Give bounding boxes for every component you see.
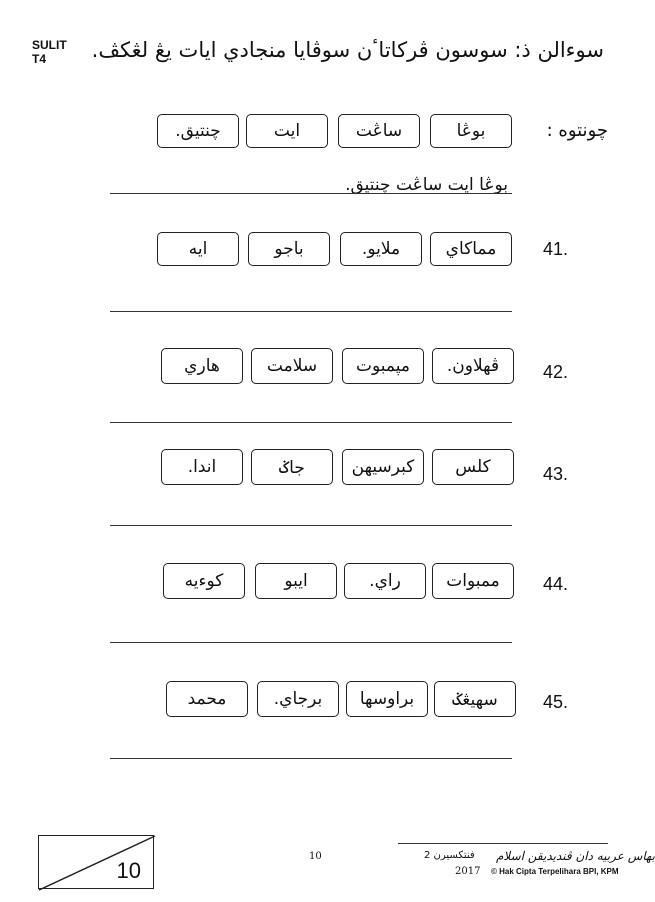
question-instruction: سوءالن ذ: سوسون ڤركاتاٴن سوڤايا منجادي ايات يڠ لڠكڤ. — [91, 38, 604, 62]
footer-year: 2017 — [455, 866, 481, 877]
footer-subject: فنتكسيرن 2 — [424, 850, 475, 861]
example-answer-line — [110, 193, 512, 194]
word-box: ممبوات — [432, 563, 514, 599]
word-box: ايه — [157, 232, 239, 266]
word-box: سهيڠݢ — [434, 681, 516, 717]
word-box: مماكاي — [430, 232, 512, 266]
page-number: 10 — [309, 851, 322, 862]
answer-line — [110, 311, 512, 312]
word-box: كبرسيهن — [342, 449, 424, 485]
word-box: محمد — [166, 681, 248, 717]
answer-line — [110, 422, 512, 423]
question-number: 42. — [543, 362, 569, 382]
word-box: راي. — [344, 563, 426, 599]
answer-line — [110, 758, 512, 759]
footer-divider — [398, 843, 608, 844]
word-box: جاݢ — [251, 449, 333, 485]
example-word-box: ساڠت — [338, 114, 420, 148]
sulit-text: SULIT — [32, 38, 67, 52]
word-box: براوسها — [346, 681, 428, 717]
sulit-label — [32, 38, 67, 66]
word-box: كوءيه — [163, 563, 245, 599]
question-number: 41. — [543, 239, 569, 259]
question-number: 43. — [543, 464, 569, 484]
word-box: برجاي. — [257, 681, 339, 717]
answer-line — [110, 642, 512, 643]
example-word-box: چنتيق. — [157, 114, 239, 148]
answer-line — [110, 525, 512, 526]
example-word-box: ايت — [246, 114, 328, 148]
footer-program-calligraphy: بهاس عربيه دان ڤنديديقن اسلام — [496, 849, 655, 863]
word-box: اندا. — [161, 449, 243, 485]
example-label: چونتوه : — [546, 120, 608, 141]
example-answer: بوڠا ايت ساڠت چنتيق. — [345, 175, 508, 195]
word-box: ڤهلاون. — [432, 348, 514, 384]
paper-code: T4 — [32, 52, 47, 66]
word-box: باجو — [248, 232, 330, 266]
word-box: ملايو. — [340, 232, 422, 266]
example-word-box: بوڠا — [430, 114, 512, 148]
question-number: 44. — [543, 574, 569, 594]
word-box: هاري — [161, 348, 243, 384]
marks-box — [38, 835, 154, 889]
question-number: 45. — [543, 692, 569, 712]
word-box: كلس — [432, 449, 514, 485]
word-box: مپمبوت — [342, 348, 424, 384]
marks-value: 10 — [116, 858, 141, 883]
word-box: ايبو — [255, 563, 337, 599]
footer-copyright: © Hak Cipta Terpelihara BPI, KPM — [491, 867, 619, 876]
word-box: سلامت — [251, 348, 333, 384]
